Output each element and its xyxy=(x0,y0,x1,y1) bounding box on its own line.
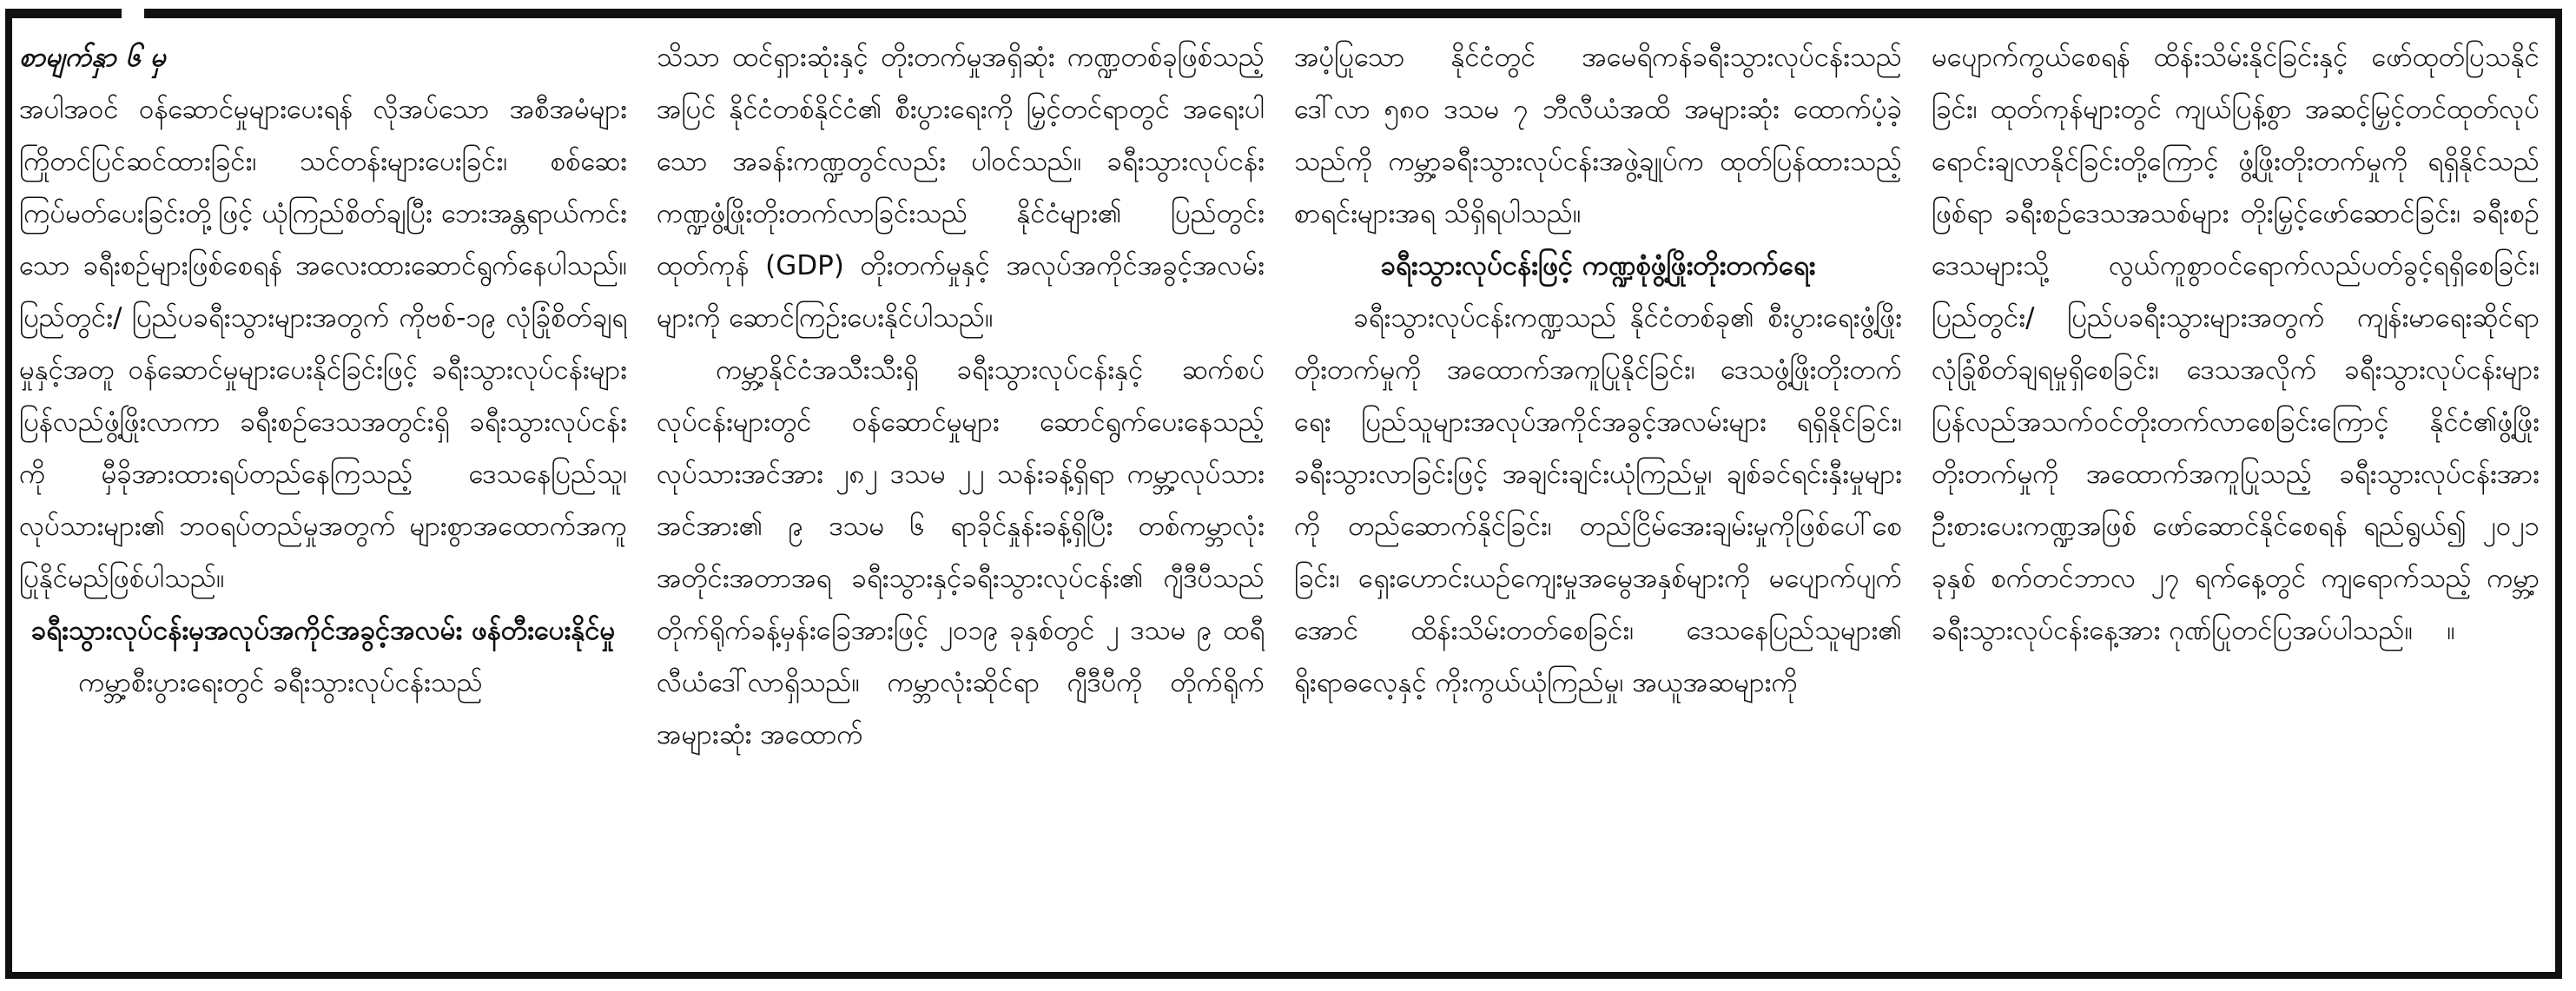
subheading-sector-development: ခရီးသွားလုပ်ငန်းဖြင့် ကဏ္ဍစုံဖွံ့ဖြိုးတိုးတက်ရေး xyxy=(1380,250,1816,281)
column-1-paragraph-2: ကမ္ဘာ့စီးပွားရေးတွင် ခရီးသွားလုပ်ငန်းသည် xyxy=(78,667,483,698)
column-3-paragraph-2: ခရီးသွားလုပ်ငန်းကဏ္ဍသည် နိုင်ငံတစ်ခု၏ စီးပွားရေးဖွံ့ဖြိုးတိုးတက်မှုကို အထောက်အကူပြုနိုင်ခြင်း၊ ဒေသဖွံ့ဖြိုးတိုးတက်ရေး ပြည်သူများအလုပ်အကိုင်အခွင့်အလမ်းများ ရရှိနိုင်ခြင်း၊ ခရီးသွားလာခြင်းဖြင့် အချင်းချင်းယုံကြည်မှု၊ ချစ်ခင်ရင်းနှီးမှုများကို တည်ဆောက်နိုင်ခြင်း၊ တည်ငြိမ်အေးချမ်းမှုကိုဖြစ်ပေါ်စေခြင်း၊ ရှေးဟောင်းယဉ်ကျေးမှုအမွေအနှစ်များကို မပျောက်ပျက်အောင် ထိန်းသိမ်းတတ်စေခြင်း၊ ဒေသနေပြည်သူများ၏ ရိုးရာဓလေ့နှင့် ကိုးကွယ်ယုံကြည်မှု၊ အယူအဆများကို xyxy=(1294,302,1902,698)
column-4-paragraph-1-text: မပျောက်ကွယ်စေရန် ထိန်းသိမ်းနိုင်ခြင်းနှင့် ဖော်ထုတ်ပြသနိုင်ခြင်း၊ ထုတ်ကုန်များတွင် ကျယ်ပြန့်စွာ အဆင့်မြှင့်တင်ထုတ်လုပ်ရောင်းချလာနိုင်ခြင်းတို့ကြောင့် ဖွံ့ဖြိုးတိုးတက်မှုကို ရရှိနိုင်သည်ဖြစ်ရာ ခရီးစဉ်ဒေသအသစ်များ တိုးမြှင့်ဖော်ဆောင်ခြင်း၊ ခရီးစဉ်ဒေသများသို့ လွယ်ကူစွာဝင်ရောက်လည်ပတ်ခွင့်ရရှိစေခြင်း၊ ပြည်တွင်း/ ပြည်ပခရီးသွားများအတွက် ကျန်းမာရေးဆိုင်ရာ လုံခြုံစိတ်ချရမှုရှိစေခြင်း၊ ဒေသအလိုက် ခရီးသွားလုပ်ငန်းများ ပြန်လည်အသက်ဝင်တိုးတက်လာစေခြင်းကြောင့် နိုင်ငံ၏ဖွံ့ဖြိုးတိုးတက်မှုကို အထောက်အကူပြုသည့် ခရီးသွားလုပ်ငန်းအား ဦးစားပေးကဏ္ဍအဖြစ် ဖော်ဆောင်နိုင်စေရန် ရည်ရွယ်၍ ၂၀၂၁ ခုနှစ် စက်တင်ဘာလ ၂၇ ရက်နေ့တွင် ကျရောက်သည့် ကမ္ဘာ့ခရီးသွားလုပ်ငန်းနေ့အား ဂုဏ်ပြုတင်ပြအပ်ပါသည်။ xyxy=(1932,42,2540,646)
article-column-4 xyxy=(1932,31,2540,964)
article-columns xyxy=(19,31,2540,964)
frame-top-gap xyxy=(122,0,144,21)
article-end-mark: ။ xyxy=(2447,615,2455,646)
article-column-2 xyxy=(657,31,1265,964)
subheading-employment-opportunities: ခရီးသွားလုပ်ငန်းမှအလုပ်အကိုင်အခွင့်အလမ်း ဖန်တီးပေးနိုင်မှု xyxy=(30,615,616,646)
continued-from-label: စာမျက်နှာ ၆ မှ xyxy=(19,42,166,73)
article-column-3 xyxy=(1294,31,1902,964)
column-4-paragraph-1 xyxy=(1932,31,2540,657)
article-column-1 xyxy=(19,31,627,964)
column-2-paragraph-1: သိသာ ထင်ရှားဆုံးနှင့် တိုးတက်မှုအရှိဆုံး ကဏ္ဍတစ်ခုဖြစ်သည့်အပြင် နိုင်ငံတစ်နိုင်ငံ၏ စီးပွားရေးကို မြှင့်တင်ရာတွင် အရေးပါသော အခန်းကဏ္ဍတွင်လည်း ပါဝင်သည်။ ခရီးသွားလုပ်ငန်းကဏ္ဍဖွံ့ဖြိုးတိုးတက်လာခြင်းသည် နိုင်ငံများ၏ ပြည်တွင်းထုတ်ကုန် (GDP) တိုးတက်မှုနှင့် အလုပ်အကိုင်အခွင့်အလမ်းများကို ဆောင်ကြဉ်းပေးနိုင်ပါသည်။ xyxy=(657,42,1265,334)
column-2-paragraph-2: ကမ္ဘာ့နိုင်ငံအသီးသီးရှိ ခရီးသွားလုပ်ငန်းနှင့် ဆက်စပ်လုပ်ငန်းများတွင် ဝန်ဆောင်မှုများ ဆောင်ရွက်ပေးနေသည့် လုပ်သားအင်အား ၂၈၂ ဒသမ ၂၂ သန်းခန့်ရှိရာ ကမ္ဘာ့လုပ်သားအင်အား၏ ၉ ဒသမ ၆ ရာခိုင်နှုန်းခန့်ရှိပြီး တစ်ကမ္ဘာလုံးအတိုင်းအတာအရ ခရီးသွားနှင့်ခရီးသွားလုပ်ငန်း၏ ဂျီဒီပီသည် တိုက်ရိုက်ခန့်မှန်းခြေအားဖြင့် ၂၀၁၉ ခုနှစ်တွင် ၂ ဒသမ ၉ ထရီလီယံဒေါ်လာရှိသည်။ ကမ္ဘာလုံးဆိုင်ရာ ဂျီဒီပီကို တိုက်ရိုက်အများဆုံး အထောက် xyxy=(657,354,1265,750)
column-3-paragraph-1: အပံ့ပြုသော နိုင်ငံတွင် အမေရိကန်ခရီးသွားလုပ်ငန်းသည် ဒေါ်လာ ၅၈၀ ဒသမ ၇ ဘီလီယံအထိ အများဆုံး ထောက်ပံ့ခဲ့သည်ကို ကမ္ဘာ့ခရီးသွားလုပ်ငန်းအဖွဲ့ချုပ်က ထုတ်ပြန်ထားသည့် စာရင်းများအရ သိရှိရပါသည်။ xyxy=(1294,42,1902,229)
column-1-paragraph-1: အပါအဝင် ဝန်ဆောင်မှုများပေးရန် လိုအပ်သော အစီအမံများ ကြိုတင်ပြင်ဆင်ထားခြင်း၊ သင်တန်းများပေးခြင်း၊ စစ်ဆေးကြပ်မတ်ပေးခြင်းတို့ဖြင့် ယုံကြည်စိတ်ချပြီး ဘေးအန္တရာယ်ကင်းသော ခရီးစဉ်များဖြစ်စေရန် အလေးထားဆောင်ရွက်နေပါသည်။ ပြည်တွင်း/ ပြည်ပခရီးသွားများအတွက် ကိုဗစ်-၁၉ လုံခြုံစိတ်ချရမှုနှင့်အတူ ဝန်ဆောင်မှုများပေးနိုင်ခြင်းဖြင့် ခရီးသွားလုပ်ငန်းများ ပြန်လည်ဖွံ့ဖြိုးလာကာ ခရီးစဉ်ဒေသအတွင်းရှိ ခရီးသွားလုပ်ငန်းကို မှီခိုအားထားရပ်တည်နေကြသည့် ဒေသနေပြည်သူ၊ လုပ်သားများ၏ ဘဝရပ်တည်မှုအတွက် များစွာအထောက်အကူပြုနိုင်မည်ဖြစ်ပါသည်။ xyxy=(19,94,627,594)
